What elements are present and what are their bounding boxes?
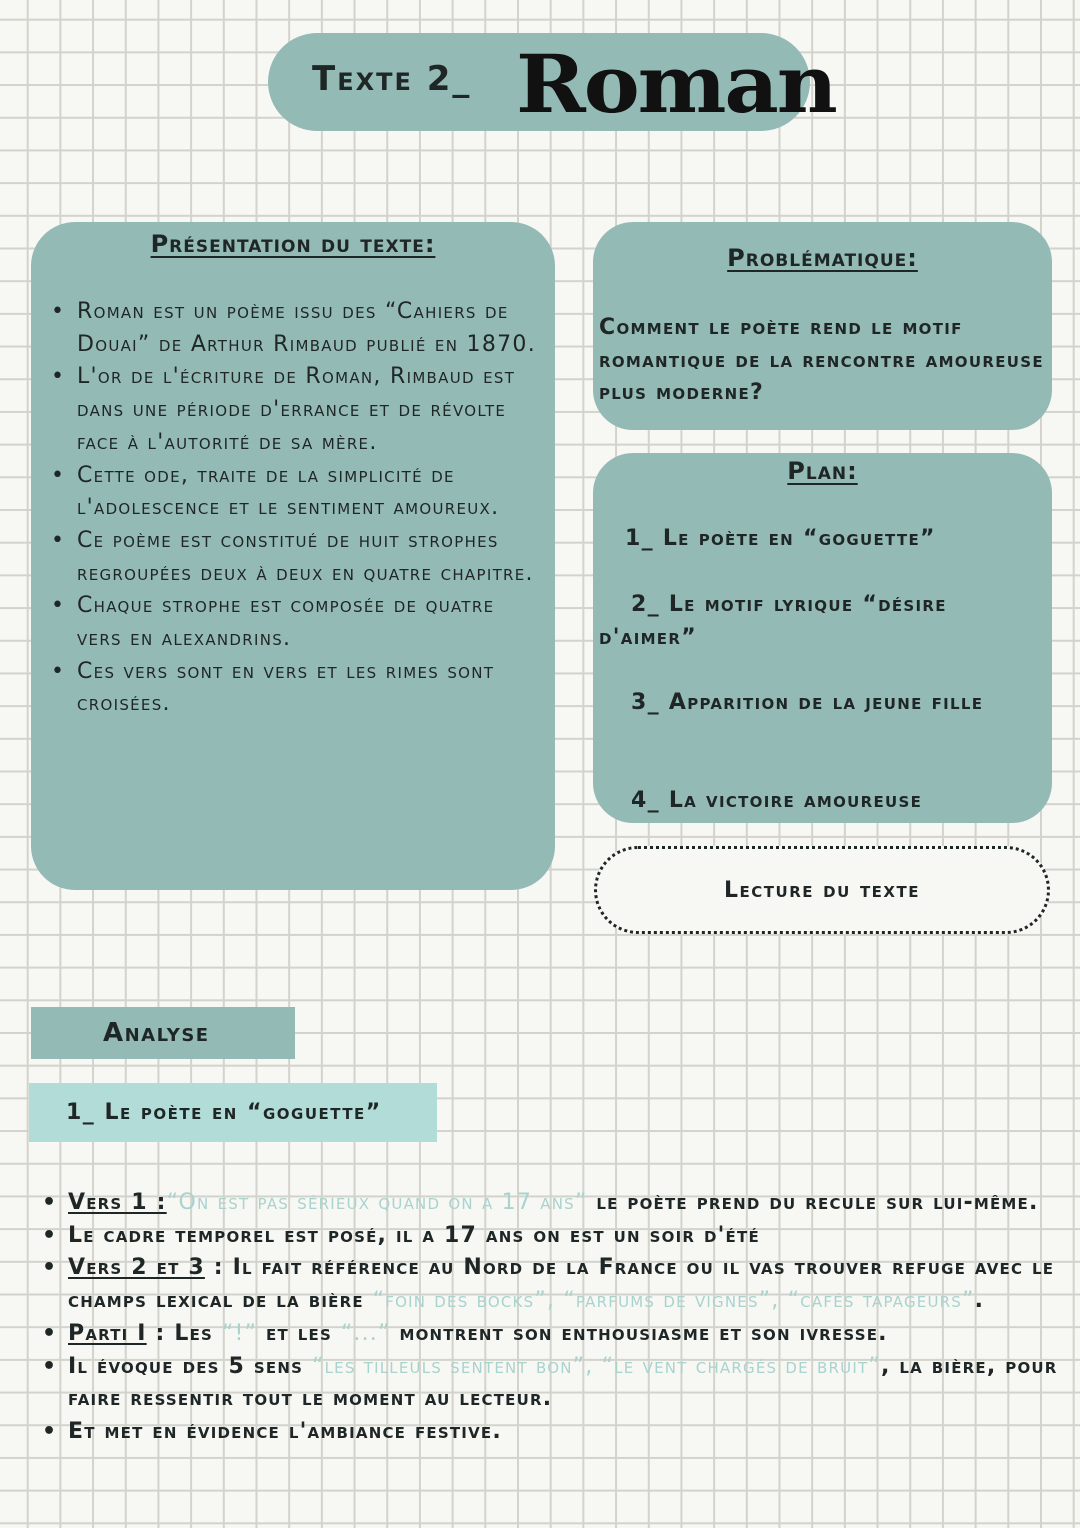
list-item: • Cette ode, traite de la simplicité de l'adolescence et le sentiment amoureux. bbox=[77, 460, 547, 525]
plan-item: 4_ La victoire amoureuse bbox=[631, 788, 923, 813]
list-item: • Ces vers sont en vers et les rimes sont croisées. bbox=[77, 656, 547, 721]
list-item: • L'or de l'écriture de Roman, Rimbaud est dans une période d'errance et de révolte face à l'autorité de sa mère. bbox=[77, 361, 547, 459]
problematique-card bbox=[593, 222, 1052, 430]
page-title: Roman bbox=[516, 37, 836, 131]
list-item bbox=[68, 1187, 1058, 1220]
list-item: • Ce poème est constitué de huit strophes regroupées deux à deux en quatre chapitre. bbox=[77, 525, 547, 590]
analysis-text: , la bière, pour faire ressentir tout le moment au lecteur. bbox=[68, 1353, 1058, 1412]
analysis-text: : Les bbox=[146, 1320, 222, 1346]
quote: “foin des bocks”, “parfums de vignes”, “cafés tapageurs” bbox=[372, 1288, 975, 1314]
presentation-list bbox=[77, 296, 547, 721]
analysis-text: . bbox=[974, 1288, 985, 1314]
analysis-text: : Il fait référence au Nord de la France ou il vas trouver refuge avec le champs lexical de la bière bbox=[68, 1255, 1055, 1314]
verse-label: Vers 2 et 3 bbox=[68, 1255, 205, 1281]
reading-button[interactable]: Lecture du texte bbox=[594, 846, 1050, 934]
list-item bbox=[68, 1252, 1058, 1317]
list-item: • Roman est un poème issu des “Cahiers de Douai” de Arthur Rimbaud publié en 1870. bbox=[77, 296, 547, 361]
plan-card bbox=[593, 453, 1052, 823]
analysis-list bbox=[68, 1187, 1058, 1449]
verse-label: Vers 1 : bbox=[68, 1190, 167, 1215]
quote: “!” bbox=[221, 1320, 258, 1346]
list-item: • Et met en évidence l'ambiance festive. bbox=[68, 1416, 1058, 1449]
title-prefix: Texte 2_ bbox=[312, 59, 472, 99]
analysis-text: et les bbox=[257, 1320, 341, 1346]
quote: “les tilleuls sentent bon”, “le vent chargés de bruit” bbox=[311, 1353, 881, 1379]
title-banner bbox=[268, 33, 836, 131]
part-label: Parti I bbox=[68, 1320, 147, 1346]
quote: “On est pas sérieux quand on a 17 ans” bbox=[166, 1190, 588, 1215]
section-title: 1_ Le poète en “goguette” bbox=[29, 1083, 437, 1142]
list-item bbox=[68, 1351, 1058, 1416]
plan-item: 1_ Le poète en “goguette” bbox=[625, 526, 936, 551]
analysis-tag: Analyse bbox=[31, 1007, 295, 1059]
list-item: • Le cadre temporel est posé, il a 17 ans on est un soir d'été bbox=[68, 1220, 1058, 1253]
problematique-heading: Problématique: bbox=[727, 244, 918, 272]
quote: “...” bbox=[340, 1320, 391, 1346]
presentation-card bbox=[31, 222, 555, 890]
presentation-heading: Présentation du texte: bbox=[150, 230, 436, 258]
analysis-text: Il évoque des 5 sens bbox=[68, 1353, 312, 1379]
plan-item: 3_ Apparition de la jeune fille bbox=[631, 690, 984, 715]
list-item bbox=[68, 1318, 1058, 1351]
plan-heading: Plan: bbox=[787, 457, 858, 485]
problematique-text: Comment le poète rend le motif romantique de la rencontre amoureuse plus moderne? bbox=[599, 315, 1044, 406]
analysis-text: le poète prend du recule sur lui-même. bbox=[587, 1190, 1039, 1215]
analysis-text: montrent son enthousiasme et son ivresse. bbox=[390, 1320, 888, 1346]
list-item: • Chaque strophe est composée de quatre vers en alexandrins. bbox=[77, 590, 547, 655]
plan-item: 2_ Le motif lyrique “désire d'aimer” bbox=[599, 592, 947, 650]
